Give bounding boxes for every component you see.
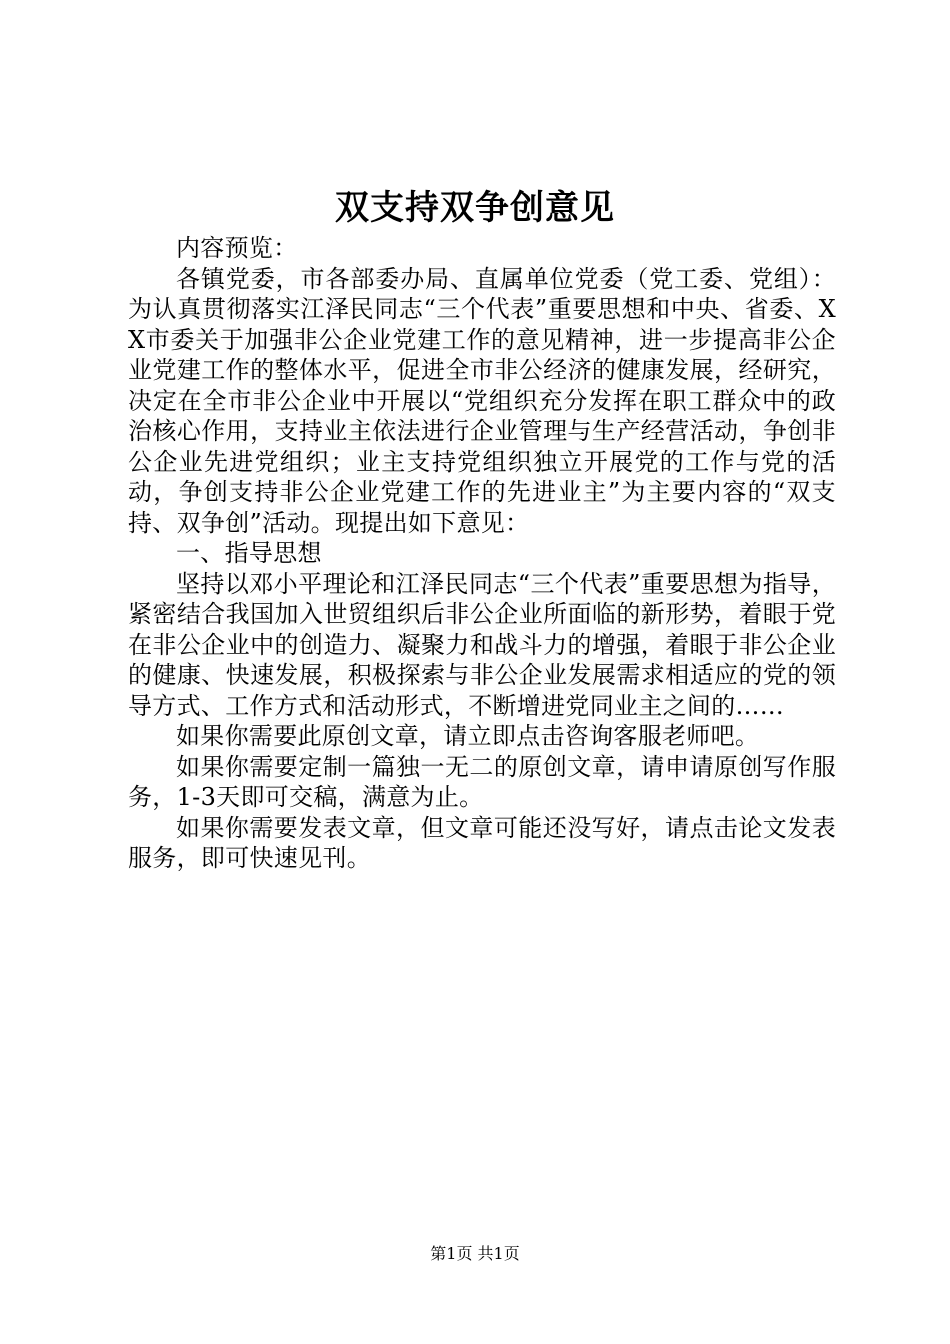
publication-service-text: 如果你需要发表文章，但文章可能还没写好，请点击论文发表服务，即可快速见刊。 — [128, 813, 836, 872]
guiding-thought-paragraph: 坚持以邓小平理论和江泽民同志“三个代表”重要思想为指导，紧密结合我国加入世贸组织后非公企业所面临的新形势，着眼于党在非公企业中的创造力、凝聚力和战斗力的增强，着眼于非公企业的健康、快速发展，积极探索与非公企业发展需求相适应的党的领导方式、工作方式和活动形式，不断增进党同业主之间的…… — [128, 569, 836, 720]
custom-writing-service-text: 如果你需要定制一篇独一无二的原创文章，请申请原创写作服务，1-3天即可交稿，满意为止。 — [128, 752, 836, 811]
document-title: 双支持双争创意见 — [335, 188, 615, 228]
preview-label: 内容预览： — [176, 234, 298, 262]
section-heading: 一、指导思想 — [176, 539, 322, 567]
page-number-footer: 第1页 共1页 — [430, 1244, 520, 1263]
consult-service-link-text: 如果你需要此原创文章，请立即点击咨询客服老师吧。 — [176, 722, 760, 750]
intro-paragraph: 各镇党委，市各部委办局、直属单位党委（党工委、党组）：为认真贯彻落实江泽民同志“三个代表”重要思想和中央、省委、XX市委关于加强非公企业党建工作的意见精神，进一步提高非公企业党建工作的整体水平，促进全市非公经济的健康发展，经研究，决定在全市非公企业中开展以“党组织充分发挥在职工群众中的政治核心作用，支持业主依法进行企业管理与生产经营活动，争创非公企业先进党组织；业主支持党组织独立开展党的工作与党的活动，争创支持非公企业党建工作的先进业主”为主要内容的“双支持、双争创”活动。现提出如下意见： — [128, 264, 836, 537]
document-body — [128, 233, 836, 874]
